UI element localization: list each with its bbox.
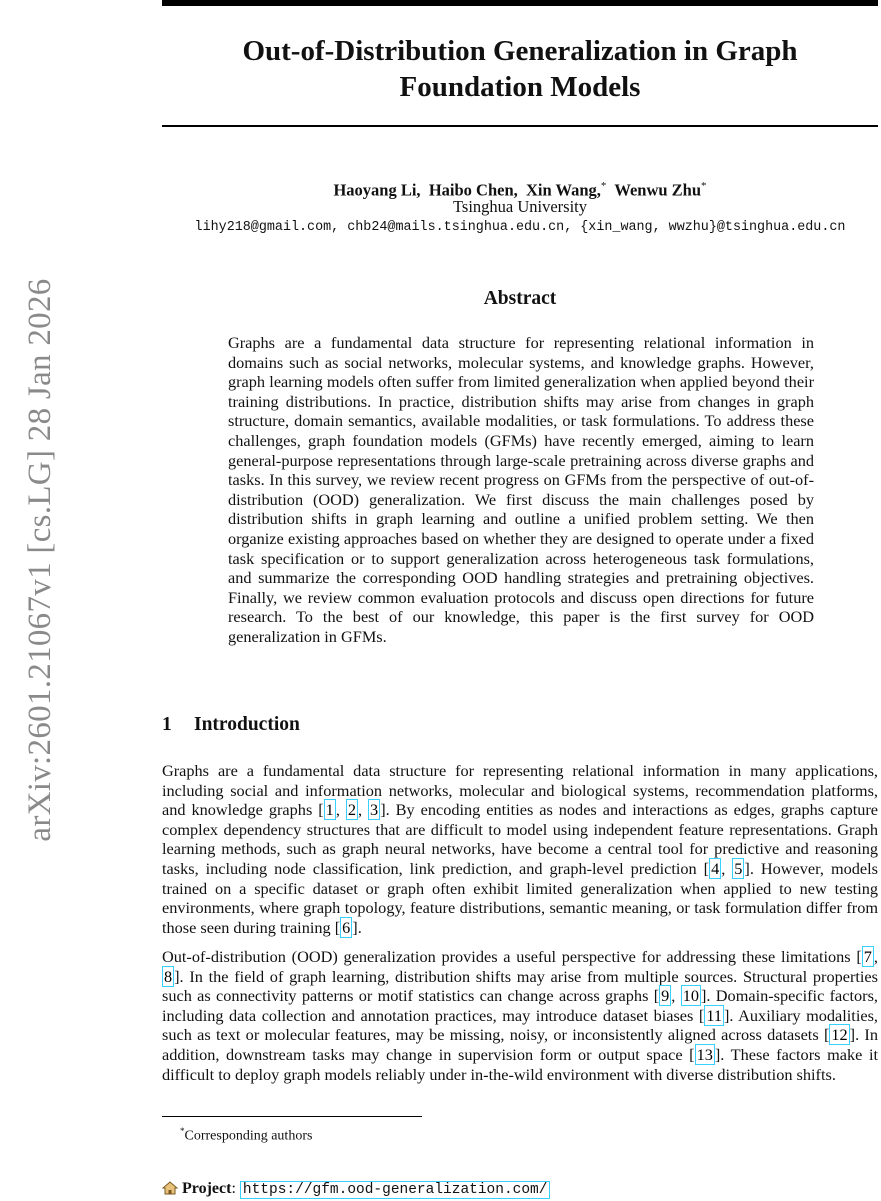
citation-link[interactable]: 5 [734,858,743,878]
author-3: Xin Wang, [526,180,601,200]
home-icon [162,1181,178,1195]
citation-link[interactable]: 6 [342,917,351,937]
para-text: ]. In addition, downstream tasks may change in supervision form or output space [ [162,1025,878,1064]
abstract-heading: Abstract [483,288,557,309]
footnote-rule [162,1116,422,1117]
section-heading [162,713,300,737]
author-emails: lihy218@gmail.com, chb24@mails.tsinghua.edu.cn, {xin_wang, wwzhu}@tsinghua.edu.cn [194,220,846,235]
para-text: ]. In the field of graph learning, distribution shifts may arise from multiple sources. Structural properties such as connectivity patterns or motif statistics can change across graphs [ [162,966,878,1006]
affiliation: Tsinghua University [452,197,588,216]
author-1: Haoyang Li, [333,180,421,200]
citation-link[interactable]: 7 [863,947,872,966]
citation-link[interactable]: 3 [370,800,379,820]
author-4-mark: * [701,180,707,192]
citation-link[interactable]: 9 [661,986,670,1006]
top-rule [162,0,878,6]
project-line: Project: https://gfm.ood-generalization.com/ [162,1178,550,1201]
intro-paragraph-2: Out-of-distribution (OOD) generalization provides a useful perspective for addressing these limitations [ 7 , 8 ]. In the field of graph learning, distribution shifts may arise from multiple sources. Structural properties such as connectivity patterns or motif statistics can change across graphs [ 9 , 10 ]. Domain-specific factors, including data collection and annotation practices, may introduce dataset biases [ 11 ]. Auxiliary modalities, such as text or molecular features, may be missing, noisy, or inconsistently aligned across datasets [ 12 ]. In addition, downstream tasks may change in supervision form or output space [ 13 ]. These factors make it difficult to deploy graph models reliably under in-the-wild environment with diverse distribution shifts. [162,947,878,1084]
project-label: Project [182,1180,232,1197]
footnote-mark: * [180,1126,185,1136]
intro-paragraph-1: Graphs are a fundamental data structure for representing relational information in many applications, including social and information networks, molecular and biological systems, recommendation platforms, and knowledge graphs [ 1 , 2 , 3 ]. By encoding entities as nodes and interactions as edges, graphs capture complex dependency structures that are difficult to model using independent feature representations. Graph learning methods, such as graph neural networks, have become a central tool for predictive and reasoning tasks, including node classification, link prediction, and graph-level prediction [ 4 , 5 ]. However, models trained on a specific dataset or graph often exhibit limited generalization when applied to new testing environments, where graph topology, feature distributions, semantic meaning, or task formulation differ from those seen during training [ 6 ]. [162,761,879,937]
author-4: Wenwu Zhu [614,180,702,200]
citation-link[interactable]: 8 [164,966,173,986]
author-2: Haibo Chen, [428,180,518,200]
project-url-link[interactable]: https://gfm.ood-generalization.com/ [240,1181,551,1199]
para-text: Graphs are a fundamental data structure for representing relational information in many applications, including social and information networks, molecular and biological systems, recommendation platforms, and knowledge graphs [ [162,761,878,820]
arxiv-stamp: arXiv:2601.21067v1 [cs.LG] 28 Jan 2026 [22,278,58,842]
title-rule [162,125,878,127]
citation-link[interactable]: 10 [682,986,699,1006]
citation-link[interactable]: 4 [711,858,720,878]
title-line-2: Foundation Models [399,71,641,103]
footnote [180,1122,312,1146]
para-text: ]. These factors make it difficult to deploy graph models reliably under in-the-wild environment with diverse distribution shifts. [162,1044,878,1084]
citation-link[interactable]: 12 [831,1025,848,1045]
footnote-text: Corresponding authors [184,1128,313,1144]
section-number: 1 [162,714,172,735]
citation-link[interactable]: 2 [347,800,356,820]
paper-title [162,33,878,105]
author-3-mark: * [600,180,607,192]
para-text: ]. Auxiliary modalities, such as text or molecular features, may be missing, noisy, or inconsistently aligned across datasets [ [162,1005,878,1045]
para-text: ]. However, models trained on a specific dataset or graph often exhibit limited generalization when applied to new testing environments, where graph topology, feature distributions, semantic meaning, or task formulation differ from those seen during training [ [162,858,879,937]
abstract-text: Graphs are a fundamental data structure for representing relational information in domains such as social networks, molecular systems, and knowledge graphs. However, graph learning models often suffer from limited generalization when applied beyond their training distributions. In practice, distribution shifts may arise from changes in graph structure, domain semantics, available modalities, or task formulations. To address these challenges, graph foundation models (GFMs) have recently emerged, aiming to learn general-purpose representations through large-scale pretraining across diverse graphs and tasks. In this survey, we review recent progress on GFMs from the perspective of out-of-distribution (OOD) generalization. We first discuss the main challenges posed by distribution shifts in graph learning and outline a unified problem setting. We then organize existing approaches based on whether they are designed to operate under a fixed task specification or to support generalization across heterogeneous task formulations, and summarize the corresponding OOD handling strategies and pretraining objectives. Finally, we review common evaluation protocols and discuss open directions for future research. To the best of our knowledge, this paper is the first survey for OOD generalization in GFMs. [228,333,814,646]
citation-link[interactable]: 11 [706,1005,723,1025]
title-line-1: Out-of-Distribution Generalization in Graph [242,35,798,67]
para-text: ]. By encoding entities as nodes and interactions as edges, graphs capture complex dependency structures that are difficult to model using independent feature representations. Graph learning methods, such as graph neural networks, have become a central tool for predictive and reasoning tasks, including node classification, link prediction, and graph-level prediction [ [162,800,879,878]
para-text: Out-of-distribution (OOD) generalization provides a useful perspective for addressing these limitations [ [162,947,862,966]
para-text: ]. Domain-specific factors, including data collection and annotation practices, may introduce dataset biases [ [162,986,878,1025]
section-title: Introduction [194,714,300,735]
para-text: ]. [352,917,362,937]
citation-link[interactable]: 13 [696,1044,713,1064]
citation-link[interactable]: 1 [325,800,334,820]
